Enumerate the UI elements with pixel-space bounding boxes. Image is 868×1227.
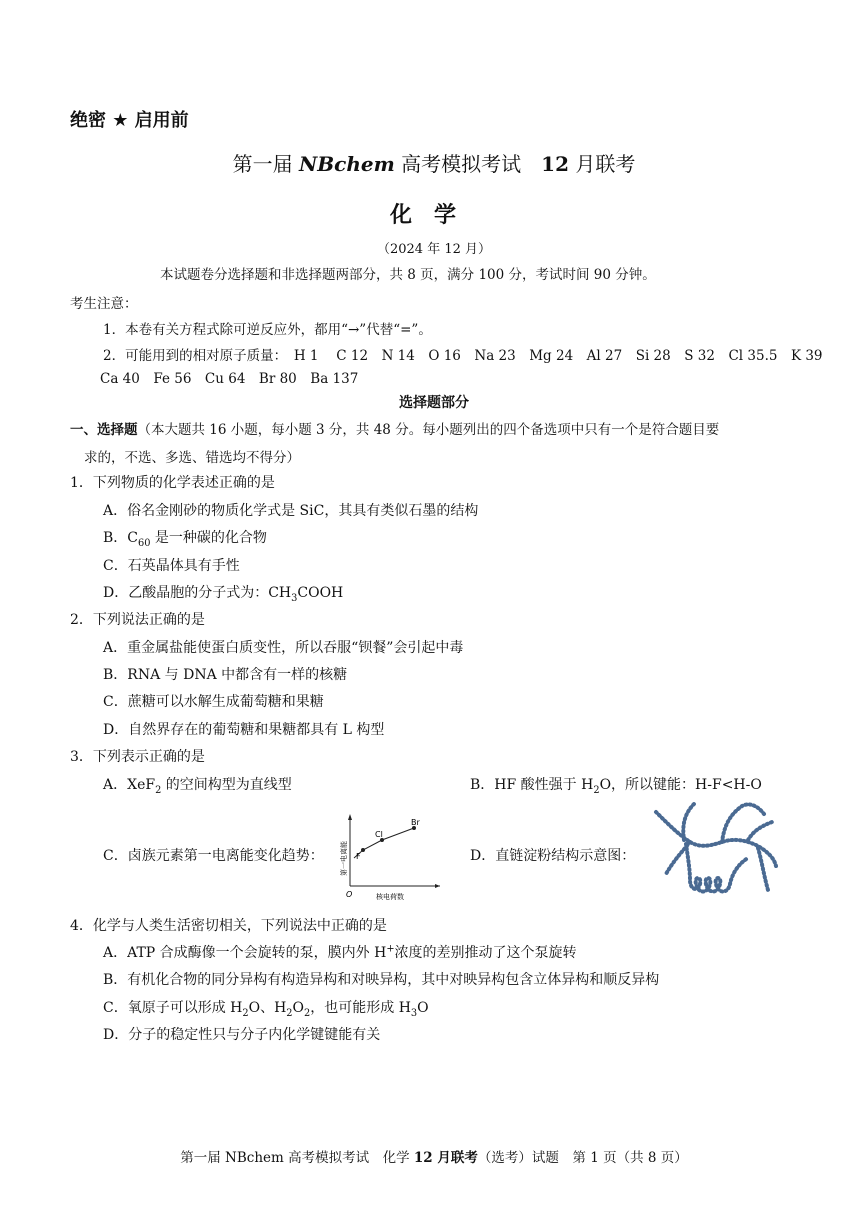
graph-x-arrow [435,884,440,888]
q4-option-d: D．分子的稳定性只与分子内化学键键能有关 [103,1027,381,1043]
q4-option-c [103,997,429,1019]
q1-stem: 1．下列物质的化学表述正确的是 [70,475,275,491]
q1-d-sub: 3 [291,592,298,604]
part-title: 选择题部分 [399,395,469,411]
section-heading-label: 一、选择题 [70,422,138,438]
q2-option-a: A．重金属盐能使蛋白质变性，所以吞服“钡餐”会引起中毒 [103,640,464,656]
ionization-energy-graph [328,808,448,904]
title-pre: 第一届 [232,152,299,176]
graph-label-br: Br [411,818,420,827]
notice-heading: 考生注意： [70,296,138,312]
graph-trend-line [354,828,414,858]
q4-c-post: O [417,1000,429,1016]
title-month-number: 12 [541,152,569,176]
q2-stem: 2．下列说法正确的是 [70,612,205,628]
section-desc-cont: 求的，不选、多选、错选均不得分） [84,450,300,466]
graph-label-cl: Cl [375,830,383,839]
q3-b-post: O，所以键能：H-F<H-O [599,777,762,793]
q4-option-b: B．有机化合物的同分异构有构造异构和对映异构，其中对映异构包含立体异构和顺反异构 [103,972,660,988]
q4-c-mid3: ，也可能形成 H [310,1000,411,1016]
page-footer [0,1146,868,1166]
footer-pre: 第一届 NBchem 高考模拟考试 化学 [180,1150,414,1166]
q1-option-c: C．石英晶体具有手性 [103,558,240,574]
q2-option-d: D．自然界存在的葡萄糖和果糖都具有 L 构型 [103,722,385,738]
q4-c-pre: C．氧原子可以形成 H [103,1000,243,1016]
graph-label-f: F [356,852,361,861]
amylose-helix [686,844,748,892]
notice-item-1: 1．本卷有关方程式除可逆反应外，都用“→”代替“=”。 [103,322,432,338]
graph-origin: O [346,890,353,899]
exam-intro: 本试题卷分选择题和非选择题两部分，共 8 页，满分 100 分，考试时间 90 分钟。 [160,267,656,283]
title-brand: NBchem [299,152,395,176]
q3-b-sub: 2 [593,784,600,796]
amylose-chain-main [656,812,776,866]
notice-item-2: 2．可能用到的相对原子质量： H 1 C 12 N 14 O 16 Na 23 Mg 24 Al 27 Si 28 S 32 Cl 35.5 K 39 [103,348,823,364]
subject-title: 化学 [389,203,478,228]
title-mid: 高考模拟考试 [394,152,542,176]
q1-option-a: A．俗名金刚砂的物质化学式是 SiC，其具有类似石墨的结构 [103,503,479,519]
q3-option-a [103,774,292,796]
q1-option-b [103,527,267,549]
q1-option-d [103,582,343,604]
q4-a-sup: + [386,943,395,955]
graph-point-f [361,848,365,852]
q3-stem: 3．下列表示正确的是 [70,749,205,765]
q4-c-sub2: 2 [286,1007,293,1019]
graph-y-label: 第一电离能 [340,841,348,876]
q2-option-b: B．RNA 与 DNA 中都含有一样的核糖 [103,667,348,683]
notice-item-2-cont: Ca 40 Fe 56 Cu 64 Br 80 Ba 137 [100,371,359,387]
graph-x-label: 核电荷数 [376,893,404,901]
q1-b-post: 是一种碳的化合物 [150,530,267,546]
q4-a-post: 浓度的差别推动了这个泵旋转 [394,945,577,961]
title-post: 月联考 [569,152,636,176]
q1-d-post: COOH [297,585,344,601]
q4-stem: 4．化学与人类生活密切相关，下列说法中正确的是 [70,918,387,934]
amylose-branch-1 [683,804,694,840]
q4-c-sub1: 2 [242,1007,249,1019]
amylose-branch-2 [722,804,764,842]
q4-option-a [103,942,577,962]
q3-a-sub: 2 [155,784,162,796]
footer-bold: 12 月联考 [413,1150,478,1166]
q3-option-b [470,774,762,796]
exam-title [0,148,868,177]
q1-d-pre: D．乙酸晶胞的分子式为：CH [103,585,292,601]
q4-c-sub4: 3 [410,1007,418,1019]
section-heading [70,418,719,438]
exam-date: （2024 年 12 月） [376,242,492,257]
q4-c-mid2: O [292,1000,305,1016]
amylose-structure-diagram [650,800,780,900]
q4-a-pre: A．ATP 合成酶像一个会旋转的泵，膜内外 H [103,945,387,961]
q4-c-sub3: 2 [304,1007,311,1019]
q2-option-c: C．蔗糖可以水解生成葡萄糖和果糖 [103,694,324,710]
confidential-mark: 绝密 ★ 启用前 [70,110,189,131]
q1-b-pre: B．C [103,530,138,546]
q3-option-d: D．直链淀粉结构示意图： [470,848,636,864]
q3-a-pre: A．XeF [103,777,156,793]
q4-c-mid1: O、H [248,1000,287,1016]
q1-b-sub: 60 [138,537,151,549]
graph-y-arrow [348,814,352,820]
q3-option-c: C．卤族元素第一电离能变化趋势： [103,848,324,864]
q3-a-post: 的空间构型为直线型 [161,777,292,793]
section-desc: （本大题共 16 小题，每小题 3 分，共 48 分。每小题列出的四个备选项中只有一个是符合题目要 [137,422,720,438]
q3-b-pre: B．HF 酸性强于 H [470,777,594,793]
amylose-branch-4 [748,822,772,840]
footer-post: （选考）试题 第 1 页（共 8 页） [477,1150,688,1166]
